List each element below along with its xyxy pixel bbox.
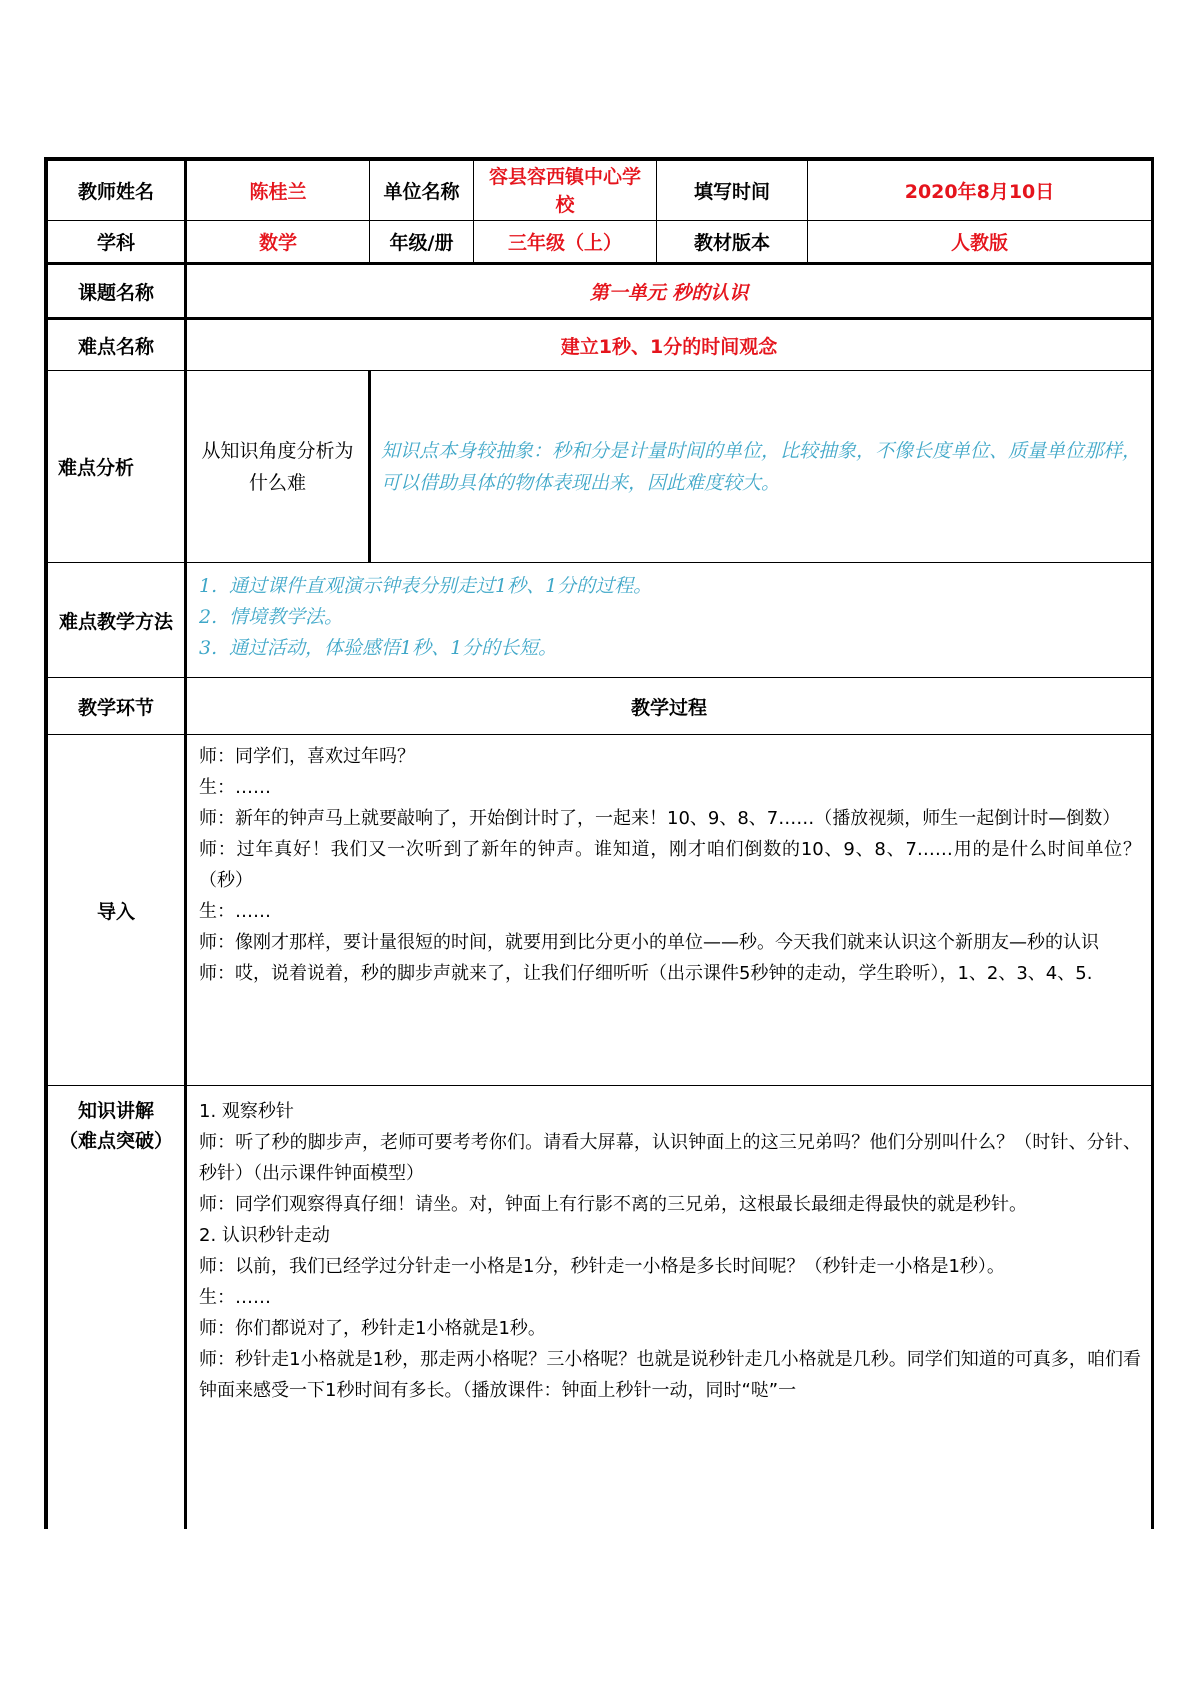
teacher-name-label: 教师姓名 (48, 161, 186, 221)
intro-line: 生：…… (199, 777, 271, 798)
method-text: 通过活动，体验感悟1秒、1分的长短。 (229, 637, 558, 659)
method-text: 通过课件直观演示钟表分别走过1秒、1分的过程。 (229, 575, 653, 597)
intro-line: 师：过年真好！我们又一次听到了新年的钟声。谁知道，刚才咱们倒数的10、9、8、7……用的是什么时间单位？（秒） (199, 839, 1141, 891)
intro-line: 师：同学们，喜欢过年吗？ (199, 746, 415, 767)
analysis-sub-label: 从知识角度分析为什么难 (186, 371, 370, 563)
analysis-row (48, 371, 1152, 563)
analysis-label: 难点分析 (48, 371, 186, 563)
knowledge-line: 生：…… (199, 1287, 271, 1308)
knowledge-label (48, 1086, 186, 1530)
date-label: 填写时间 (657, 161, 808, 221)
method-number: 3. (199, 637, 218, 659)
knowledge-line: 师：同学们观察得真仔细！请坐。对，钟面上有行影不离的三兄弟，这根最长最细走得最快的就是秒针。 (199, 1194, 1027, 1215)
difficulty-row (48, 319, 1152, 371)
knowledge-line: 1. 观察秒针 (199, 1101, 294, 1122)
difficulty-value: 建立1秒、1分的时间观念 (186, 319, 1152, 371)
edition-label: 教材版本 (657, 221, 808, 264)
methods-cell (186, 563, 1152, 678)
method-item (199, 602, 1139, 633)
method-number: 2. (199, 606, 218, 628)
intro-row (48, 735, 1152, 1086)
subject-label: 学科 (48, 221, 186, 264)
intro-line: 师：哎，说着说着，秒的脚步声就来了，让我们仔细听听（出示课件5秒钟的走动，学生聆听），1、2、3、4、5. (199, 963, 1093, 984)
process-label: 教学过程 (186, 678, 1152, 735)
knowledge-line: 师：以前，我们已经学过分针走一小格是1分，秒针走一小格是多长时间呢？（秒针走一小格是1秒）。 (199, 1256, 1005, 1277)
header-row-2 (48, 221, 1152, 264)
process-stage-label: 教学环节 (48, 678, 186, 735)
lesson-plan-document (44, 157, 1154, 1529)
teacher-name-value: 陈桂兰 (186, 161, 370, 221)
knowledge-label-line1: 知识讲解 (77, 1100, 154, 1122)
intro-line: 生：…… (199, 901, 271, 922)
difficulty-label: 难点名称 (48, 319, 186, 371)
process-header-row (48, 678, 1152, 735)
knowledge-line: 师：你们都说对了，秒针走1小格就是1秒。 (199, 1318, 546, 1339)
topic-label: 课题名称 (48, 264, 186, 319)
methods-list (187, 563, 1151, 672)
knowledge-line: 师：秒针走1小格就是1秒，那走两小格呢？三小格呢？也就是说秒针走几小格就是几秒。同学们知道的可真多，咱们看钟面来感受一下1秒时间有多长。（播放课件：钟面上秒针一动，同时“哒”一 (199, 1349, 1141, 1401)
unit-name-value: 容县容西镇中心学校 (474, 161, 657, 221)
knowledge-content (186, 1086, 1152, 1530)
methods-label: 难点教学方法 (48, 563, 186, 678)
intro-line: 师：像刚才那样，要计量很短的时间，就要用到比分更小的单位——秒。今天我们就来认识这个新朋友—秒的认识 (199, 932, 1099, 953)
lesson-plan-table (47, 160, 1152, 1529)
method-text: 情境教学法。 (229, 606, 344, 628)
method-item (199, 633, 1139, 664)
method-number: 1. (199, 575, 218, 597)
analysis-text: 知识点本身较抽象：秒和分是计量时间的单位，比较抽象，不像长度单位、质量单位那样，可以借助具体的物体表现出来，因此难度较大。 (370, 371, 1152, 563)
methods-row (48, 563, 1152, 678)
date-value: 2020年8月10日 (808, 161, 1152, 221)
method-item (199, 571, 1139, 602)
unit-name-label: 单位名称 (370, 161, 474, 221)
edition-value: 人教版 (808, 221, 1152, 264)
topic-row (48, 264, 1152, 319)
grade-value: 三年级（上） (474, 221, 657, 264)
grade-label: 年级/册 (370, 221, 474, 264)
header-row-1 (48, 161, 1152, 221)
intro-content (186, 735, 1152, 1086)
knowledge-line: 2. 认识秒针走动 (199, 1225, 330, 1246)
knowledge-row (48, 1086, 1152, 1530)
intro-line: 师：新年的钟声马上就要敲响了，开始倒计时了，一起来！10、9、8、7……（播放视频，师生一起倒计时—倒数） (199, 808, 1121, 829)
subject-value: 数学 (186, 221, 370, 264)
intro-label: 导入 (48, 735, 186, 1086)
knowledge-label-line2: （难点突破） (58, 1130, 173, 1152)
topic-value: 第一单元 秒的认识 (186, 264, 1152, 319)
knowledge-line: 师：听了秒的脚步声，老师可要考考你们。请看大屏幕，认识钟面上的这三兄弟吗？他们分别叫什么？（时针、分针、秒针）（出示课件钟面模型） (199, 1132, 1141, 1184)
